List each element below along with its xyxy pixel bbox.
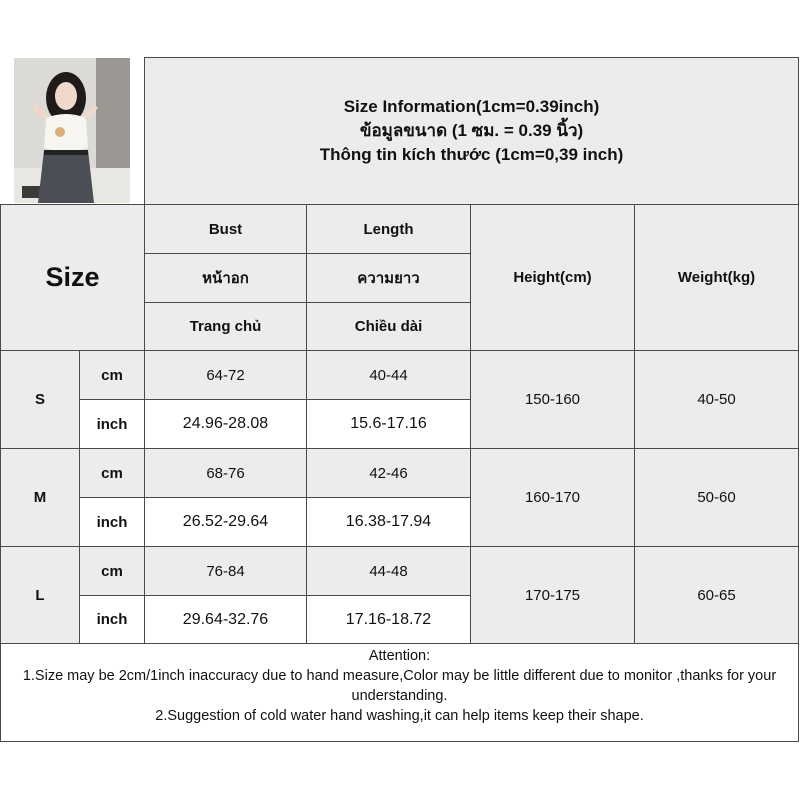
- attention-note-1: 1.Size may be 2cm/1inch inaccuracy due to hand measure,Color may be little different due to monitor ,thanks for your: [22, 668, 777, 684]
- unit-cm: cm: [79, 350, 145, 400]
- attention-heading: Attention:: [368, 648, 431, 664]
- header-bust-vi: Trang chủ: [144, 302, 307, 351]
- unit-inch: inch: [79, 497, 145, 547]
- attention-note-2: 2.Suggestion of cold water hand washing,it can help items keep their shape.: [155, 708, 644, 724]
- size-information-title: [144, 57, 799, 205]
- header-length-en: Length: [306, 204, 471, 254]
- height-m: 160-170: [470, 448, 635, 547]
- attention-notes: [0, 643, 799, 742]
- header-bust-en: Bust: [144, 204, 307, 254]
- bust-inch-l: 29.64-32.76: [144, 595, 307, 644]
- header-weight: Weight(kg): [634, 204, 799, 351]
- length-inch-m: 16.38-17.94: [306, 497, 471, 547]
- bust-cm-m: 68-76: [144, 448, 307, 498]
- bust-cm-s: 64-72: [144, 350, 307, 400]
- height-s: 150-160: [470, 350, 635, 449]
- title-line-thai: ข้อมูลขนาด (1 ซม. = 0.39 นิ้ว): [359, 121, 584, 140]
- bust-inch-m: 26.52-29.64: [144, 497, 307, 547]
- unit-inch: inch: [79, 595, 145, 644]
- unit-cm: cm: [79, 546, 145, 596]
- title-line-english: Size Information(1cm=0.39inch): [343, 97, 600, 116]
- weight-s: 40-50: [634, 350, 799, 449]
- unit-cm: cm: [79, 448, 145, 498]
- length-cm-m: 42-46: [306, 448, 471, 498]
- length-cm-l: 44-48: [306, 546, 471, 596]
- length-inch-l: 17.16-18.72: [306, 595, 471, 644]
- size-label-l: L: [0, 546, 80, 644]
- header-length-vi: Chiều dài: [306, 302, 471, 351]
- attention-note-1-cont: understanding.: [351, 688, 448, 704]
- header-bust-th: หน้าอก: [144, 253, 307, 303]
- weight-l: 60-65: [634, 546, 799, 644]
- unit-inch: inch: [79, 399, 145, 449]
- product-photo: [14, 58, 130, 203]
- height-l: 170-175: [470, 546, 635, 644]
- bust-cm-l: 76-84: [144, 546, 307, 596]
- size-label-s: S: [0, 350, 80, 449]
- header-length-th: ความยาว: [306, 253, 471, 303]
- header-size: Size: [0, 204, 145, 351]
- size-label-m: M: [0, 448, 80, 547]
- bust-inch-s: 24.96-28.08: [144, 399, 307, 449]
- length-inch-s: 15.6-17.16: [306, 399, 471, 449]
- weight-m: 50-60: [634, 448, 799, 547]
- header-height: Height(cm): [470, 204, 635, 351]
- length-cm-s: 40-44: [306, 350, 471, 400]
- model-illustration: [14, 58, 130, 203]
- title-line-vietnamese: Thông tin kích thước (1cm=0,39 inch): [319, 145, 624, 164]
